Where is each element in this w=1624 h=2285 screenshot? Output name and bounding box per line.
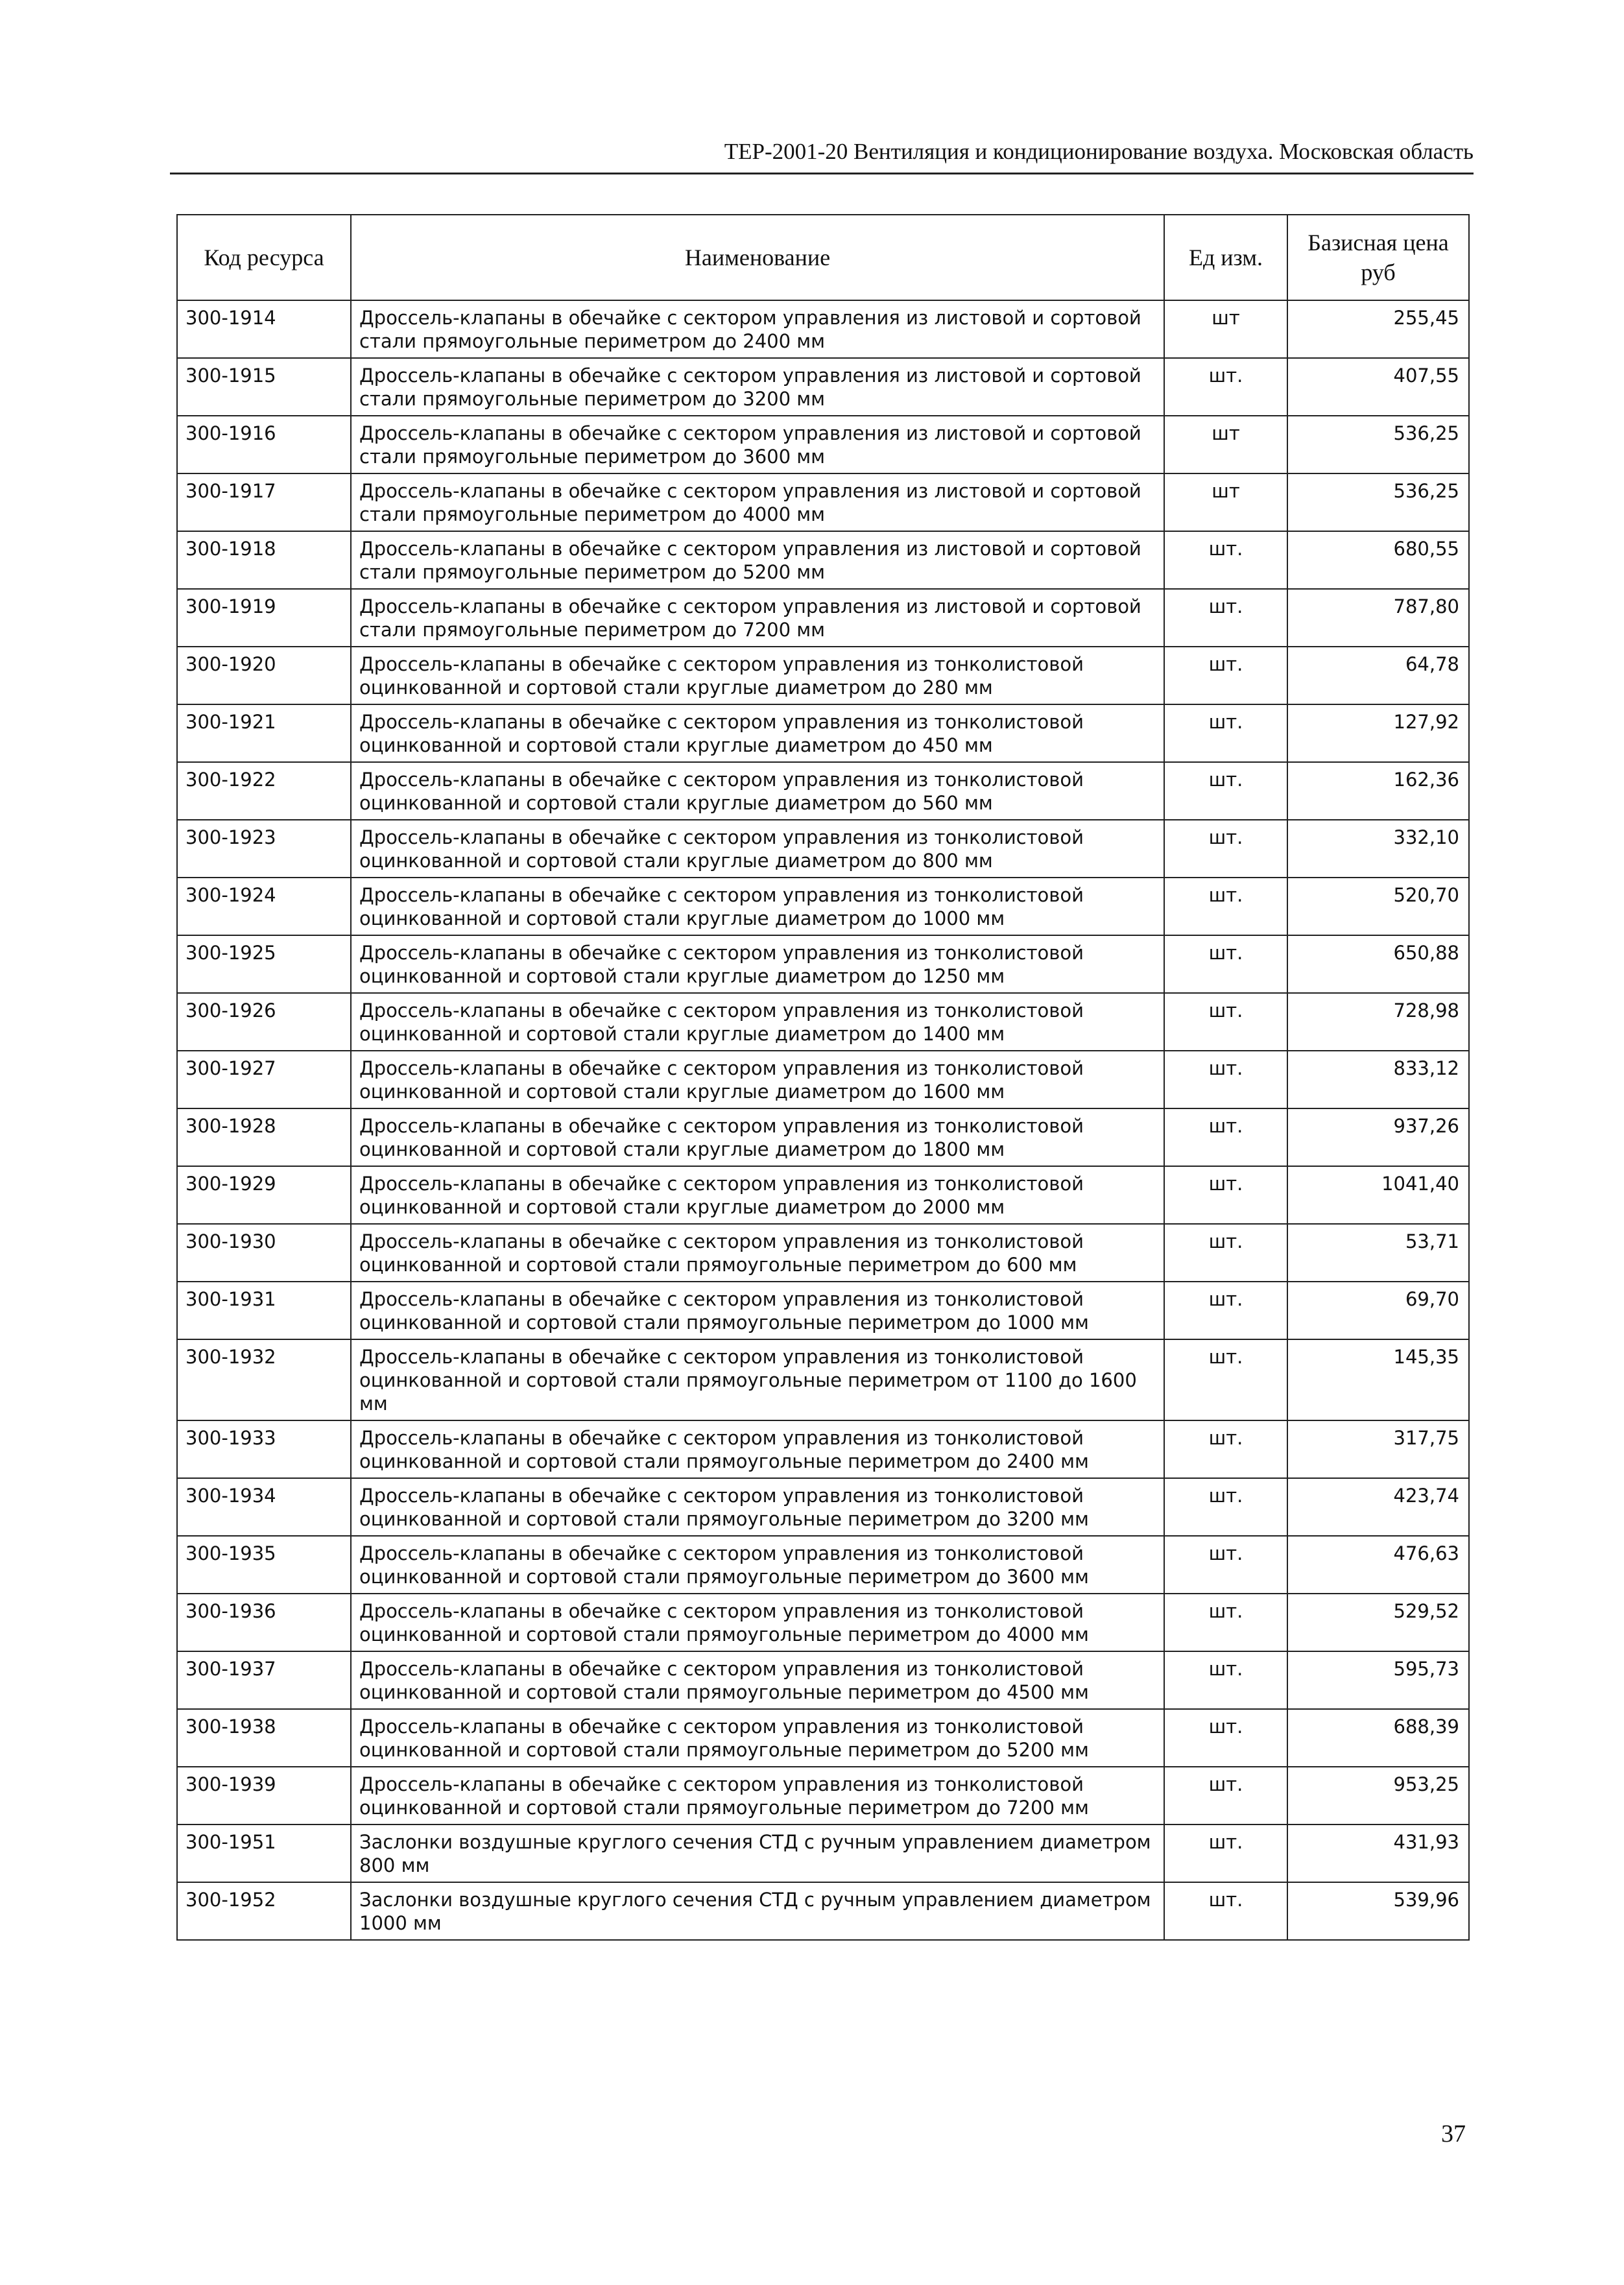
cell-unit: шт.: [1164, 935, 1287, 993]
cell-name: Дроссель-клапаны в обечайке с сектором управления из тонколистовой оцинкованной и сортовой стали прямоугольные периметром до 600 мм: [351, 1224, 1164, 1282]
cell-price: 536,25: [1287, 473, 1469, 531]
table-row: [177, 1282, 1469, 1339]
table-row: [177, 704, 1469, 762]
table-row: [177, 1108, 1469, 1166]
cell-unit: шт: [1164, 473, 1287, 531]
cell-price: 431,93: [1287, 1824, 1469, 1882]
table-row: [177, 935, 1469, 993]
running-header: ТЕР-2001-20 Вентиляция и кондиционирование воздуха. Московская область: [170, 136, 1474, 174]
page-number: 37: [1441, 2120, 1466, 2147]
cell-code: 300-1919: [177, 589, 351, 647]
table-header-row: [177, 215, 1469, 300]
cell-unit: шт.: [1164, 1709, 1287, 1767]
cell-price: 423,74: [1287, 1478, 1469, 1536]
cell-price: 787,80: [1287, 589, 1469, 647]
cell-name: Дроссель-клапаны в обечайке с сектором управления из тонколистовой оцинкованной и сортовой стали круглые диаметром до 1600 мм: [351, 1051, 1164, 1108]
cell-code: 300-1939: [177, 1767, 351, 1824]
cell-name: Заслонки воздушные круглого сечения СТД с ручным управлением диаметром 1000 мм: [351, 1882, 1164, 1940]
table-row: [177, 647, 1469, 704]
cell-unit: шт.: [1164, 1282, 1287, 1339]
table-row: [177, 589, 1469, 647]
cell-name: Дроссель-клапаны в обечайке с сектором управления из листовой и сортовой стали прямоугольные периметром до 3600 мм: [351, 416, 1164, 473]
cell-unit: шт.: [1164, 1420, 1287, 1478]
cell-name: Дроссель-клапаны в обечайке с сектором управления из тонколистовой оцинкованной и сортовой стали круглые диаметром до 450 мм: [351, 704, 1164, 762]
cell-price: 127,92: [1287, 704, 1469, 762]
table-row: [177, 878, 1469, 935]
cell-name: Дроссель-клапаны в обечайке с сектором управления из листовой и сортовой стали прямоугольные периметром до 2400 мм: [351, 300, 1164, 358]
column-header-name: Наименование: [351, 215, 1164, 300]
cell-name: Дроссель-клапаны в обечайке с сектором управления из тонколистовой оцинкованной и сортовой стали прямоугольные периметром до 3200 мм: [351, 1478, 1164, 1536]
cell-unit: шт.: [1164, 358, 1287, 416]
cell-name: Дроссель-клапаны в обечайке с сектором управления из тонколистовой оцинкованной и сортовой стали круглые диаметром до 1800 мм: [351, 1108, 1164, 1166]
cell-unit: шт.: [1164, 878, 1287, 935]
cell-price: 688,39: [1287, 1709, 1469, 1767]
cell-unit: шт.: [1164, 1339, 1287, 1420]
cell-name: Дроссель-клапаны в обечайке с сектором управления из листовой и сортовой стали прямоугольные периметром до 4000 мм: [351, 473, 1164, 531]
table-row: [177, 300, 1469, 358]
cell-unit: шт.: [1164, 1824, 1287, 1882]
table-row: [177, 1536, 1469, 1594]
cell-name: Дроссель-клапаны в обечайке с сектором управления из тонколистовой оцинкованной и сортовой стали прямоугольные периметром до 3600 мм: [351, 1536, 1164, 1594]
cell-code: 300-1925: [177, 935, 351, 993]
cell-price: 728,98: [1287, 993, 1469, 1051]
cell-code: 300-1917: [177, 473, 351, 531]
table-row: [177, 1824, 1469, 1882]
cell-price: 407,55: [1287, 358, 1469, 416]
cell-code: 300-1926: [177, 993, 351, 1051]
table-row: [177, 1709, 1469, 1767]
cell-name: Дроссель-клапаны в обечайке с сектором управления из тонколистовой оцинкованной и сортовой стали прямоугольные периметром до 2400 мм: [351, 1420, 1164, 1478]
cell-name: Дроссель-клапаны в обечайке с сектором управления из тонколистовой оцинкованной и сортовой стали прямоугольные периметром от 1100 до 1600 мм: [351, 1339, 1164, 1420]
cell-code: 300-1920: [177, 647, 351, 704]
cell-unit: шт.: [1164, 1051, 1287, 1108]
cell-code: 300-1929: [177, 1166, 351, 1224]
cell-price: 332,10: [1287, 820, 1469, 878]
cell-code: 300-1934: [177, 1478, 351, 1536]
cell-name: Дроссель-клапаны в обечайке с сектором управления из листовой и сортовой стали прямоугольные периметром до 3200 мм: [351, 358, 1164, 416]
cell-name: Дроссель-клапаны в обечайке с сектором управления из тонколистовой оцинкованной и сортовой стали прямоугольные периметром до 4000 мм: [351, 1594, 1164, 1651]
table-row: [177, 416, 1469, 473]
cell-unit: шт: [1164, 300, 1287, 358]
cell-price: 520,70: [1287, 878, 1469, 935]
cell-name: Дроссель-клапаны в обечайке с сектором управления из тонколистовой оцинкованной и сортовой стали круглые диаметром до 560 мм: [351, 762, 1164, 820]
cell-price: 476,63: [1287, 1536, 1469, 1594]
cell-unit: шт.: [1164, 1166, 1287, 1224]
cell-name: Дроссель-клапаны в обечайке с сектором управления из тонколистовой оцинкованной и сортовой стали круглые диаметром до 1250 мм: [351, 935, 1164, 993]
cell-price: 53,71: [1287, 1224, 1469, 1282]
price-table: [176, 214, 1470, 1941]
column-header-price: Базисная цена руб: [1287, 215, 1469, 300]
cell-unit: шт.: [1164, 1882, 1287, 1940]
cell-name: Дроссель-клапаны в обечайке с сектором управления из тонколистовой оцинкованной и сортовой стали прямоугольные периметром до 1000 мм: [351, 1282, 1164, 1339]
table-row: [177, 1420, 1469, 1478]
cell-unit: шт.: [1164, 993, 1287, 1051]
table-row: [177, 1478, 1469, 1536]
cell-code: 300-1938: [177, 1709, 351, 1767]
cell-name: Дроссель-клапаны в обечайке с сектором управления из тонколистовой оцинкованной и сортовой стали прямоугольные периметром до 4500 мм: [351, 1651, 1164, 1709]
cell-price: 529,52: [1287, 1594, 1469, 1651]
cell-price: 1041,40: [1287, 1166, 1469, 1224]
cell-price: 145,35: [1287, 1339, 1469, 1420]
cell-unit: шт.: [1164, 647, 1287, 704]
cell-price: 680,55: [1287, 531, 1469, 589]
cell-unit: шт.: [1164, 704, 1287, 762]
table-row: [177, 1224, 1469, 1282]
cell-name: Дроссель-клапаны в обечайке с сектором управления из тонколистовой оцинкованной и сортовой стали круглые диаметром до 800 мм: [351, 820, 1164, 878]
table-row: [177, 1166, 1469, 1224]
table-body: [177, 300, 1469, 1940]
table-row: [177, 1339, 1469, 1420]
cell-code: 300-1937: [177, 1651, 351, 1709]
cell-unit: шт.: [1164, 531, 1287, 589]
cell-unit: шт.: [1164, 1108, 1287, 1166]
cell-code: 300-1918: [177, 531, 351, 589]
cell-unit: шт.: [1164, 1651, 1287, 1709]
cell-price: 953,25: [1287, 1767, 1469, 1824]
cell-code: 300-1936: [177, 1594, 351, 1651]
table-row: [177, 358, 1469, 416]
cell-unit: шт.: [1164, 762, 1287, 820]
cell-code: 300-1914: [177, 300, 351, 358]
cell-price: 64,78: [1287, 647, 1469, 704]
cell-code: 300-1933: [177, 1420, 351, 1478]
cell-name: Заслонки воздушные круглого сечения СТД с ручным управлением диаметром 800 мм: [351, 1824, 1164, 1882]
cell-price: 69,70: [1287, 1282, 1469, 1339]
cell-name: Дроссель-клапаны в обечайке с сектором управления из тонколистовой оцинкованной и сортовой стали круглые диаметром до 1400 мм: [351, 993, 1164, 1051]
cell-price: 255,45: [1287, 300, 1469, 358]
cell-price: 937,26: [1287, 1108, 1469, 1166]
cell-unit: шт.: [1164, 1536, 1287, 1594]
cell-unit: шт.: [1164, 1478, 1287, 1536]
cell-name: Дроссель-клапаны в обечайке с сектором управления из листовой и сортовой стали прямоугольные периметром до 5200 мм: [351, 531, 1164, 589]
cell-code: 300-1923: [177, 820, 351, 878]
cell-unit: шт.: [1164, 589, 1287, 647]
table-row: [177, 473, 1469, 531]
cell-name: Дроссель-клапаны в обечайке с сектором управления из тонколистовой оцинкованной и сортовой стали круглые диаметром до 280 мм: [351, 647, 1164, 704]
table-row: [177, 531, 1469, 589]
cell-code: 300-1928: [177, 1108, 351, 1166]
cell-name: Дроссель-клапаны в обечайке с сектором управления из тонколистовой оцинкованной и сортовой стали круглые диаметром до 2000 мм: [351, 1166, 1164, 1224]
cell-code: 300-1930: [177, 1224, 351, 1282]
cell-unit: шт.: [1164, 1224, 1287, 1282]
cell-code: 300-1931: [177, 1282, 351, 1339]
table-row: [177, 1767, 1469, 1824]
cell-price: 162,36: [1287, 762, 1469, 820]
cell-code: 300-1915: [177, 358, 351, 416]
cell-code: 300-1952: [177, 1882, 351, 1940]
cell-name: Дроссель-клапаны в обечайке с сектором управления из тонколистовой оцинкованной и сортовой стали прямоугольные периметром до 7200 мм: [351, 1767, 1164, 1824]
cell-code: 300-1921: [177, 704, 351, 762]
table-row: [177, 993, 1469, 1051]
cell-unit: шт.: [1164, 1594, 1287, 1651]
cell-code: 300-1932: [177, 1339, 351, 1420]
cell-price: 317,75: [1287, 1420, 1469, 1478]
table-row: [177, 1594, 1469, 1651]
cell-code: 300-1927: [177, 1051, 351, 1108]
cell-name: Дроссель-клапаны в обечайке с сектором управления из листовой и сортовой стали прямоугольные периметром до 7200 мм: [351, 589, 1164, 647]
cell-unit: шт: [1164, 416, 1287, 473]
cell-code: 300-1935: [177, 1536, 351, 1594]
cell-code: 300-1951: [177, 1824, 351, 1882]
cell-price: 536,25: [1287, 416, 1469, 473]
cell-price: 595,73: [1287, 1651, 1469, 1709]
cell-price: 539,96: [1287, 1882, 1469, 1940]
column-header-code: Код ресурса: [177, 215, 351, 300]
cell-name: Дроссель-клапаны в обечайке с сектором управления из тонколистовой оцинкованной и сортовой стали прямоугольные периметром до 5200 мм: [351, 1709, 1164, 1767]
table-row: [177, 820, 1469, 878]
table-row: [177, 1882, 1469, 1940]
cell-name: Дроссель-клапаны в обечайке с сектором управления из тонколистовой оцинкованной и сортовой стали круглые диаметром до 1000 мм: [351, 878, 1164, 935]
cell-price: 650,88: [1287, 935, 1469, 993]
cell-unit: шт.: [1164, 820, 1287, 878]
table-row: [177, 1051, 1469, 1108]
cell-code: 300-1924: [177, 878, 351, 935]
column-header-unit: Ед изм.: [1164, 215, 1287, 300]
table-row: [177, 1651, 1469, 1709]
table-row: [177, 762, 1469, 820]
cell-price: 833,12: [1287, 1051, 1469, 1108]
cell-unit: шт.: [1164, 1767, 1287, 1824]
cell-code: 300-1916: [177, 416, 351, 473]
cell-code: 300-1922: [177, 762, 351, 820]
